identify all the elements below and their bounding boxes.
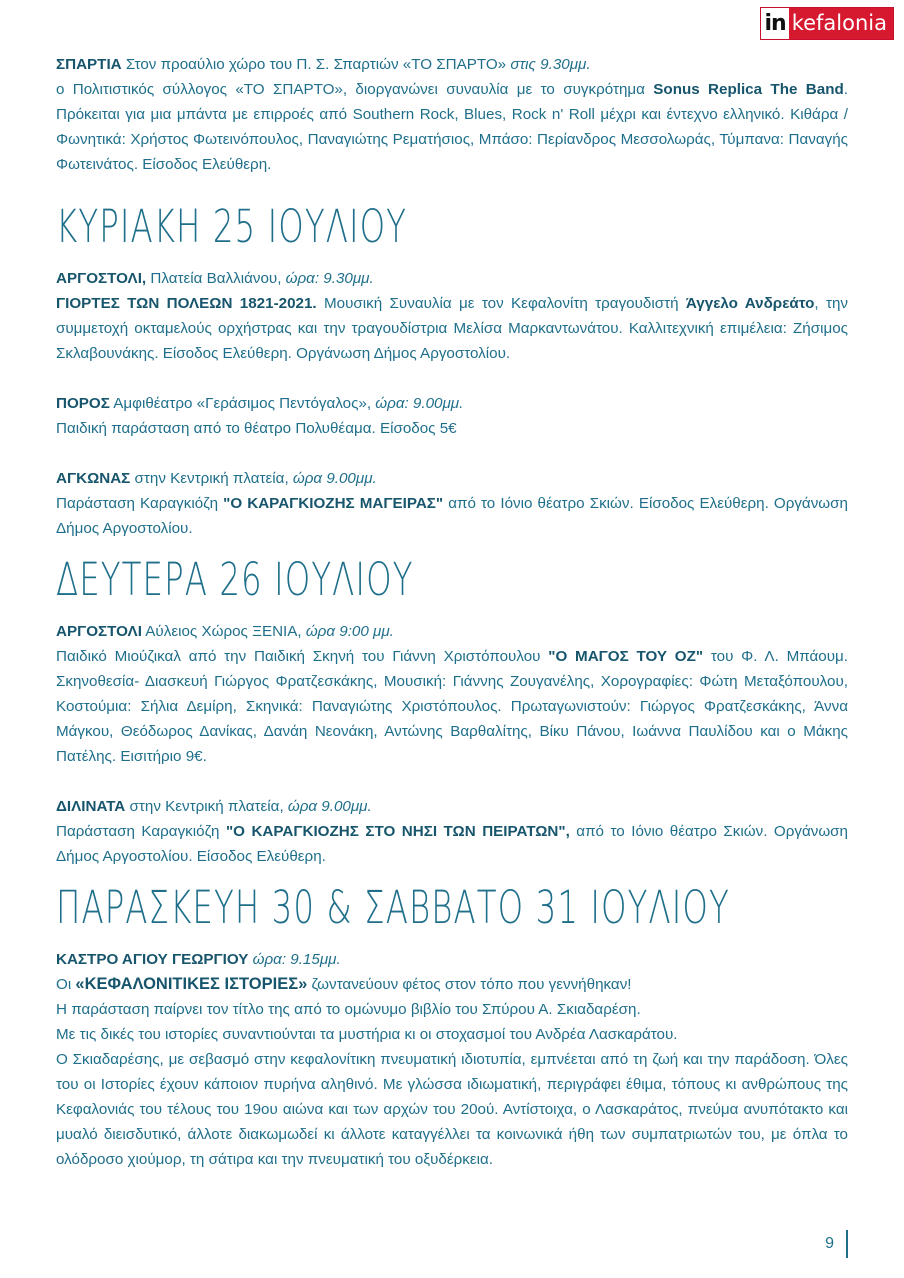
description-text: ζωντανεύουν φέτος στον τόπο που γεννήθηκαν! xyxy=(307,976,632,993)
event-header xyxy=(56,466,848,491)
event-description xyxy=(56,291,848,366)
description-text: από το Ιόνιο θέατρο Σκιών. Είσοδος Ελεύθερη. Οργάνωση Δήμος Αργοστολίου. xyxy=(56,495,848,537)
artist-name: Άγγελο Ανδρεάτο xyxy=(685,295,815,312)
show-title: "Ο ΜΑΓΟΣ ΤΟΥ ΟΖ" xyxy=(548,648,704,665)
event-line xyxy=(56,972,848,997)
event-header xyxy=(56,266,848,291)
event-place: ΠΟΡΟΣ xyxy=(56,395,110,412)
event-venue: Αμφιθέατρο «Γεράσιμος Πεντόγαλος», xyxy=(109,395,376,412)
event-venue: Πλατεία Βαλλιάνου, xyxy=(146,270,286,287)
event-header xyxy=(56,391,848,416)
event-header xyxy=(56,794,848,819)
event-dilinata xyxy=(56,794,848,869)
description-text: . Πρόκειται για μια μπάντα με επιρροές από Southern Rock, Blues, Rock n' Roll μέχρι και έντεχνο ελληνικό. Κιθάρα / Φωνητικά: Χρήστος Φωτεινόπουλος, Παναγιώτης Ρεματήσιος, Μπάσο: Περίανδρος Μεσσολωράς, Τύμπανα: Παναγής Φωτεινάτος. Είσοδος Ελεύθερη. xyxy=(56,81,848,173)
event-description xyxy=(56,491,848,541)
event-time: ώρα 9.00μμ. xyxy=(287,798,372,815)
event-venue: Στον προαύλιο χώρο του Π. Σ. Σπαρτιών «ΤΟ ΣΠΑΡΤΟ» xyxy=(121,56,511,73)
event-description xyxy=(56,819,848,869)
show-title: «ΚΕΦΑΛΟΝΙΤΙΚΕΣ ΙΣΤΟΡΙΕΣ» xyxy=(75,975,308,993)
description-text: ο Πολιτιστικός σύλλογος «ΤΟ ΣΠΑΡΤΟ», διοργανώνει συναυλία με το συγκρότημα xyxy=(56,81,654,98)
description-text: από το Ιόνιο θέατρο Σκιών. Οργάνωση Δήμος Αργοστολίου. Είσοδος Ελεύθερη. xyxy=(56,823,849,865)
event-time: ώρα 9.00μμ. xyxy=(292,470,377,487)
event-header xyxy=(56,947,848,972)
event-time: ώρα: 9.00μμ. xyxy=(375,395,464,412)
description-text: Παράσταση Καραγκιόζη xyxy=(56,495,224,512)
description-text: Παιδικό Μιούζικαλ από την Παιδική Σκηνή του Γιάννη Χριστόπουλου xyxy=(56,648,549,665)
day-heading: ΠΑΡΑΣΚΕΥΗ 30 & ΣΑΒΒΑΤΟ 31 ΙΟΥΛΙΟΥ xyxy=(56,881,730,934)
inkefalonia-logo xyxy=(760,7,895,40)
event-time: ώρα: 9.15μμ. xyxy=(248,951,341,968)
description-text: του Φ. Λ. Μπάουμ. Σκηνοθεσία- Διασκευή Γιώργος Φρατζεσκάκης, Μουσική: Γιάννης Ζουγανέλης, Χορογραφίες: Φώτη Μεταξόπουλου, Κοστούμια: Σήλια Δεμίρη, Σκηνικά: Παναγιώτης Χριστόπουλος. Πρωταγωνιστούν: Γιώργος Φρατζεσκάκης, Άννα Μάγκου, Θεόδωρος Δανίκας, Δανάη Νεονάκη, Αντώνης Βαρθαλίτης, Βίκυ Πάνου, Ιωάννα Παυλίδου και ο Μάκης Πατέλης. Εισιτήριο 9€. xyxy=(56,648,848,765)
event-spartia xyxy=(56,52,848,177)
event-place: ΑΓΚΩΝΑΣ xyxy=(56,470,131,487)
event-line: Η παράσταση παίρνει τον τίτλο της από το ομώνυμο βιβλίο του Σπύρου Α. Σκιαδαρέση. xyxy=(56,1001,641,1018)
event-header xyxy=(56,619,848,644)
description-text: Μουσική Συναυλία με τον Κεφαλονίτη τραγουδιστή xyxy=(316,295,686,312)
event-title: ΓΙΟΡΤΕΣ ΤΩΝ ΠΟΛΕΩΝ 1821-2021. xyxy=(56,295,317,312)
event-description xyxy=(56,644,848,769)
show-title: "Ο ΚΑΡΑΓΚΙΟΖΗΣ ΜΑΓΕΙΡΑΣ" xyxy=(223,495,444,512)
event-argostoli-xenia xyxy=(56,619,848,769)
event-header xyxy=(56,52,848,77)
band-name: Sonus Replica The Band xyxy=(653,81,844,98)
event-venue: Αύλειος Χώρος ΞΕΝΙΑ, xyxy=(141,623,306,640)
event-poros xyxy=(56,391,848,441)
event-description: Παιδική παράσταση από το θέατρο Πολυθέαμα. Είσοδος 5€ xyxy=(56,420,457,437)
logo-brand: kefalonia xyxy=(789,8,893,39)
event-place: ΔΙΛΙΝΑΤΑ xyxy=(56,798,126,815)
event-line: Με τις δικές του ιστορίες συναντιούνται τα μυστήρια κι οι στοχασμοί του Ανδρέα Λασκαράτου. xyxy=(56,1026,678,1043)
description-text: Οι xyxy=(56,976,76,993)
event-venue: στην Κεντρική πλατεία, xyxy=(125,798,288,815)
description-text: , την συμμετοχή οκταμελούς ορχήστρας και την τραγουδίστρια Μελίσα Μαρκαντωνάτου. Καλλιτεχνική επιμέλεια: Ζήσιμος Σκλαβουνάκης. Είσοδος Ελεύθερη. Οργάνωση Δήμος Αργοστολίου. xyxy=(56,295,848,362)
logo-in: in xyxy=(761,8,789,39)
event-place: ΑΡΓΟΣΤΟΛΙ, xyxy=(56,270,147,287)
event-place: ΚΑΣΤΡΟ ΑΓΙΟΥ ΓΕΩΡΓΙΟΥ xyxy=(56,951,249,968)
event-time: ώρα 9:00 μμ. xyxy=(305,623,394,640)
event-venue: στην Κεντρική πλατεία, xyxy=(130,470,293,487)
event-time: στις 9.30μμ. xyxy=(510,56,591,73)
event-place: ΣΠΑΡΤΙΑ xyxy=(56,56,122,73)
day-heading: ΔΕΥΤΕΡΑ 26 ΙΟΥΛΙΟΥ xyxy=(56,553,414,606)
day-heading: ΚΥΡΙΑΚΗ 25 ΙΟΥΛΙΟΥ xyxy=(56,200,408,253)
page-number: 9 xyxy=(825,1230,848,1258)
event-argostoli xyxy=(56,266,848,366)
show-title: "Ο ΚΑΡΑΓΚΙΟΖΗΣ ΣΤΟ ΝΗΣΙ ΤΩΝ ΠΕΙΡΑΤΩΝ", xyxy=(225,823,570,840)
event-description xyxy=(56,77,848,177)
event-place: ΑΡΓΟΣΤΟΛΙ xyxy=(56,623,142,640)
event-time: ώρα: 9.30μμ. xyxy=(285,270,374,287)
event-description: Ο Σκιαδαρέσης, με σεβασμό στην κεφαλονίτικη πνευματική ιδιοτυπία, εμπνέεται από τη ζωή και την παράδοση. Όλες του οι Ιστορίες έχουν κάποιον πυρήνα αληθινό. Με γλώσσα ιδιωματική, περιγράφει έθιμα, τόπους κι ανθρώπους της Κεφαλονιάς του τέλους του 19ου αιώνα και των αρχών του 20ού. Αντίστοιχα, ο Λασκαράτος, πνεύμα ανυπότακτο και μυαλό διεισδυτικό, άλλοτε διακωμωδεί κι άλλοτε καταγγέλλει τα κοινωνικά ήθη των συμπατριωτών του, με όπλα το ολόδροσο χιούμορ, τη σάτιρα και την πνευματική του οξυδέρκεια. xyxy=(56,1051,848,1168)
description-text: Παράσταση Καραγκιόζη xyxy=(56,823,226,840)
event-agkonas xyxy=(56,466,848,541)
page-content xyxy=(56,52,848,1172)
event-kastro xyxy=(56,947,848,1172)
